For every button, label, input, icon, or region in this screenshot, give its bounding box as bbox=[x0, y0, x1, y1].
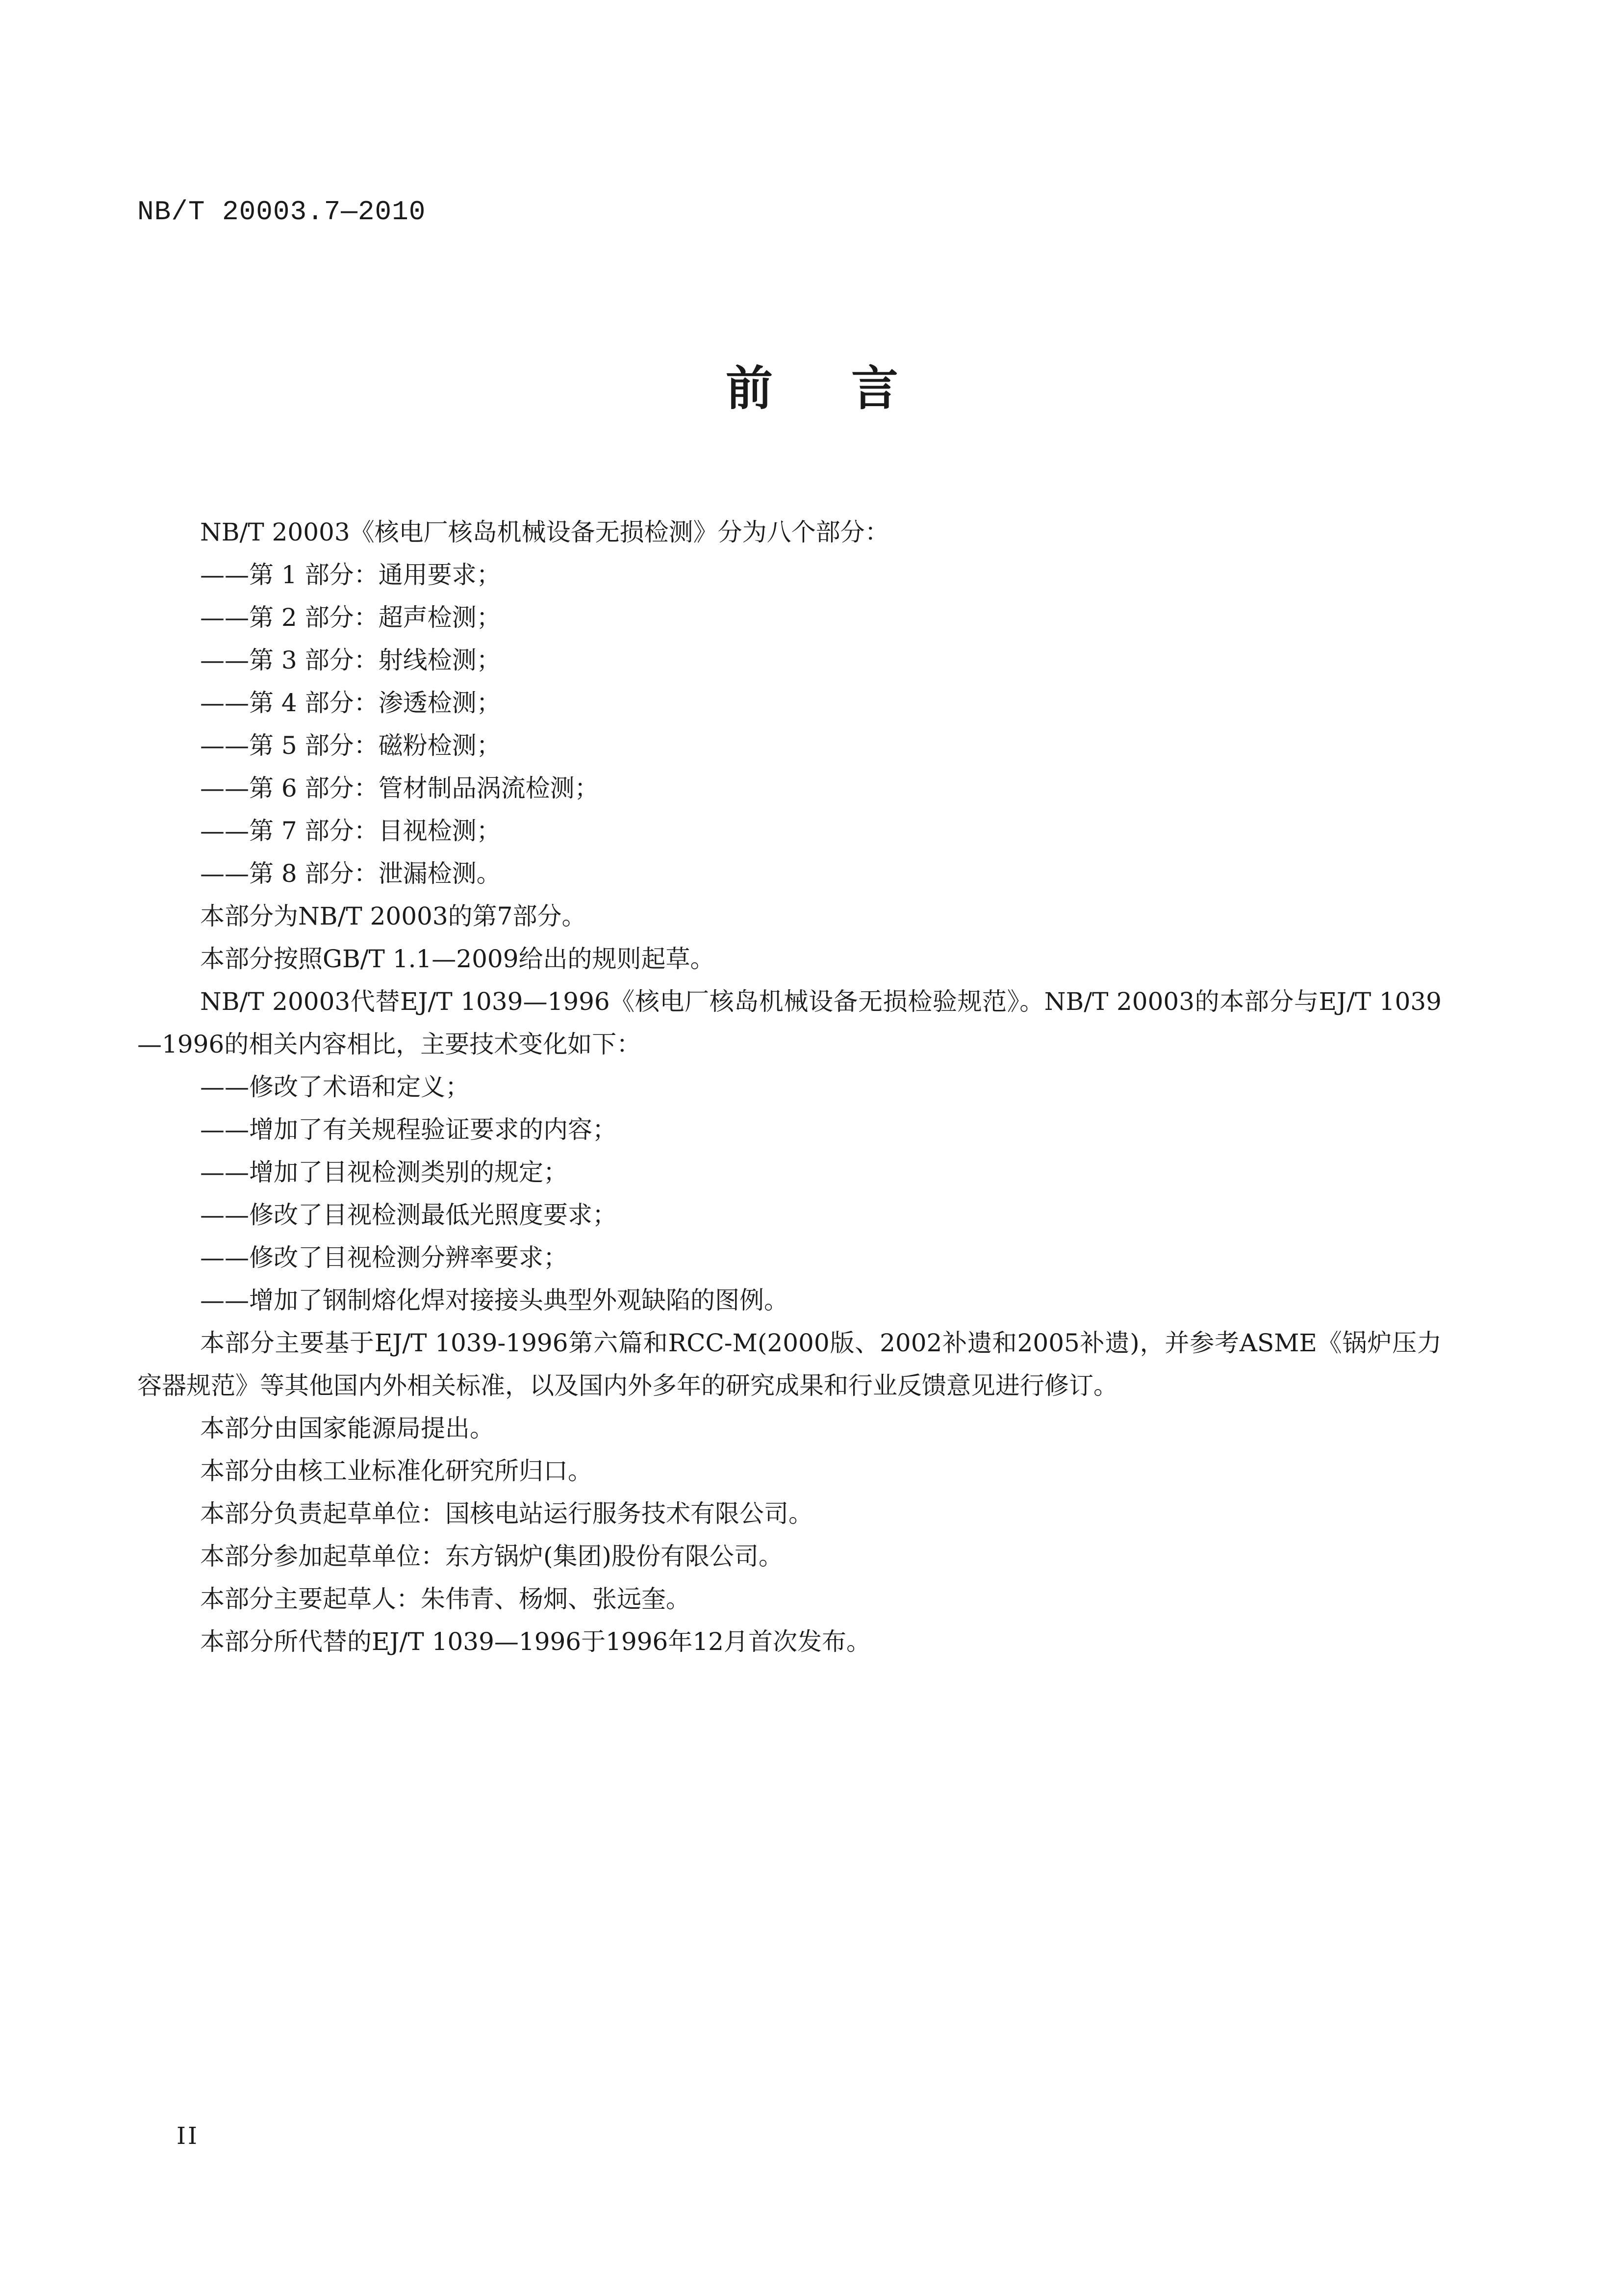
paragraph-drafters: 本部分主要起草人：朱伟青、杨炯、张远奎。 bbox=[200, 1585, 690, 1613]
list-item-part-6: ——第 6 部分：管材制品涡流检测； bbox=[200, 774, 599, 802]
list-item-part-8: ——第 8 部分：泄漏检测。 bbox=[200, 859, 501, 888]
list-item-change-4: ——修改了目视检测最低光照度要求； bbox=[200, 1201, 617, 1229]
paragraph-participating-unit: 本部分参加起草单位：东方锅炉(集团)股份有限公司。 bbox=[200, 1542, 784, 1571]
list-item-part-2: ——第 2 部分：超声检测； bbox=[200, 603, 501, 632]
paragraph-centralized-by: 本部分由核工业标准化研究所归口。 bbox=[200, 1457, 592, 1485]
foreword-body bbox=[137, 511, 1442, 1663]
list-item-change-3: ——增加了目视检测类别的规定； bbox=[200, 1158, 568, 1186]
paragraph-drafting-rules: 本部分按照GB/T 1.1—2009给出的规则起草。 bbox=[200, 945, 715, 973]
list-item-part-5: ——第 5 部分：磁粉检测； bbox=[200, 731, 501, 760]
paragraph-replacement: NB/T 20003代替EJ/T 1039—1996《核电厂核岛机械设备无损检验规范》。NB/T 20003的本部分与EJ/T 1039—1996的相关内容相比，主要技术变化如下： bbox=[137, 987, 1442, 1058]
paragraph-responsible-unit: 本部分负责起草单位：国核电站运行服务技术有限公司。 bbox=[200, 1499, 813, 1528]
list-item-change-6: ——增加了钢制熔化焊对接接头典型外观缺陷的图例。 bbox=[200, 1286, 788, 1315]
standard-code-header: NB/T 20003.7—2010 bbox=[137, 196, 426, 228]
list-item-change-5: ——修改了目视检测分辨率要求； bbox=[200, 1243, 568, 1272]
list-item-part-3: ——第 3 部分：射线检测； bbox=[200, 646, 501, 674]
paragraph-intro: NB/T 20003《核电厂核岛机械设备无损检测》分为八个部分： bbox=[200, 518, 889, 546]
list-item-part-7: ——第 7 部分：目视检测； bbox=[200, 817, 501, 845]
list-item-part-4: ——第 4 部分：渗透检测； bbox=[200, 689, 501, 717]
paragraph-replaced-edition: 本部分所代替的EJ/T 1039—1996于1996年12月首次发布。 bbox=[200, 1627, 871, 1656]
list-item-change-2: ——增加了有关规程验证要求的内容； bbox=[200, 1115, 617, 1144]
paragraph-proposed-by: 本部分由国家能源局提出。 bbox=[200, 1414, 494, 1443]
page-title: 前言 bbox=[726, 361, 977, 416]
list-item-change-1: ——修改了术语和定义； bbox=[200, 1073, 470, 1101]
page-number: II bbox=[177, 2122, 199, 2150]
paragraph-basis: 本部分主要基于EJ/T 1039-1996第六篇和RCC-M(2000版、2002补遗和2005补遗)，并参考ASME《锅炉压力容器规范》等其他国内外相关标准，以及国内外多年的研究成果和行业反馈意见进行修订。 bbox=[137, 1329, 1442, 1400]
list-item-part-1: ——第 1 部分：通用要求； bbox=[200, 561, 501, 589]
paragraph-part-statement: 本部分为NB/T 20003的第7部分。 bbox=[200, 902, 586, 930]
